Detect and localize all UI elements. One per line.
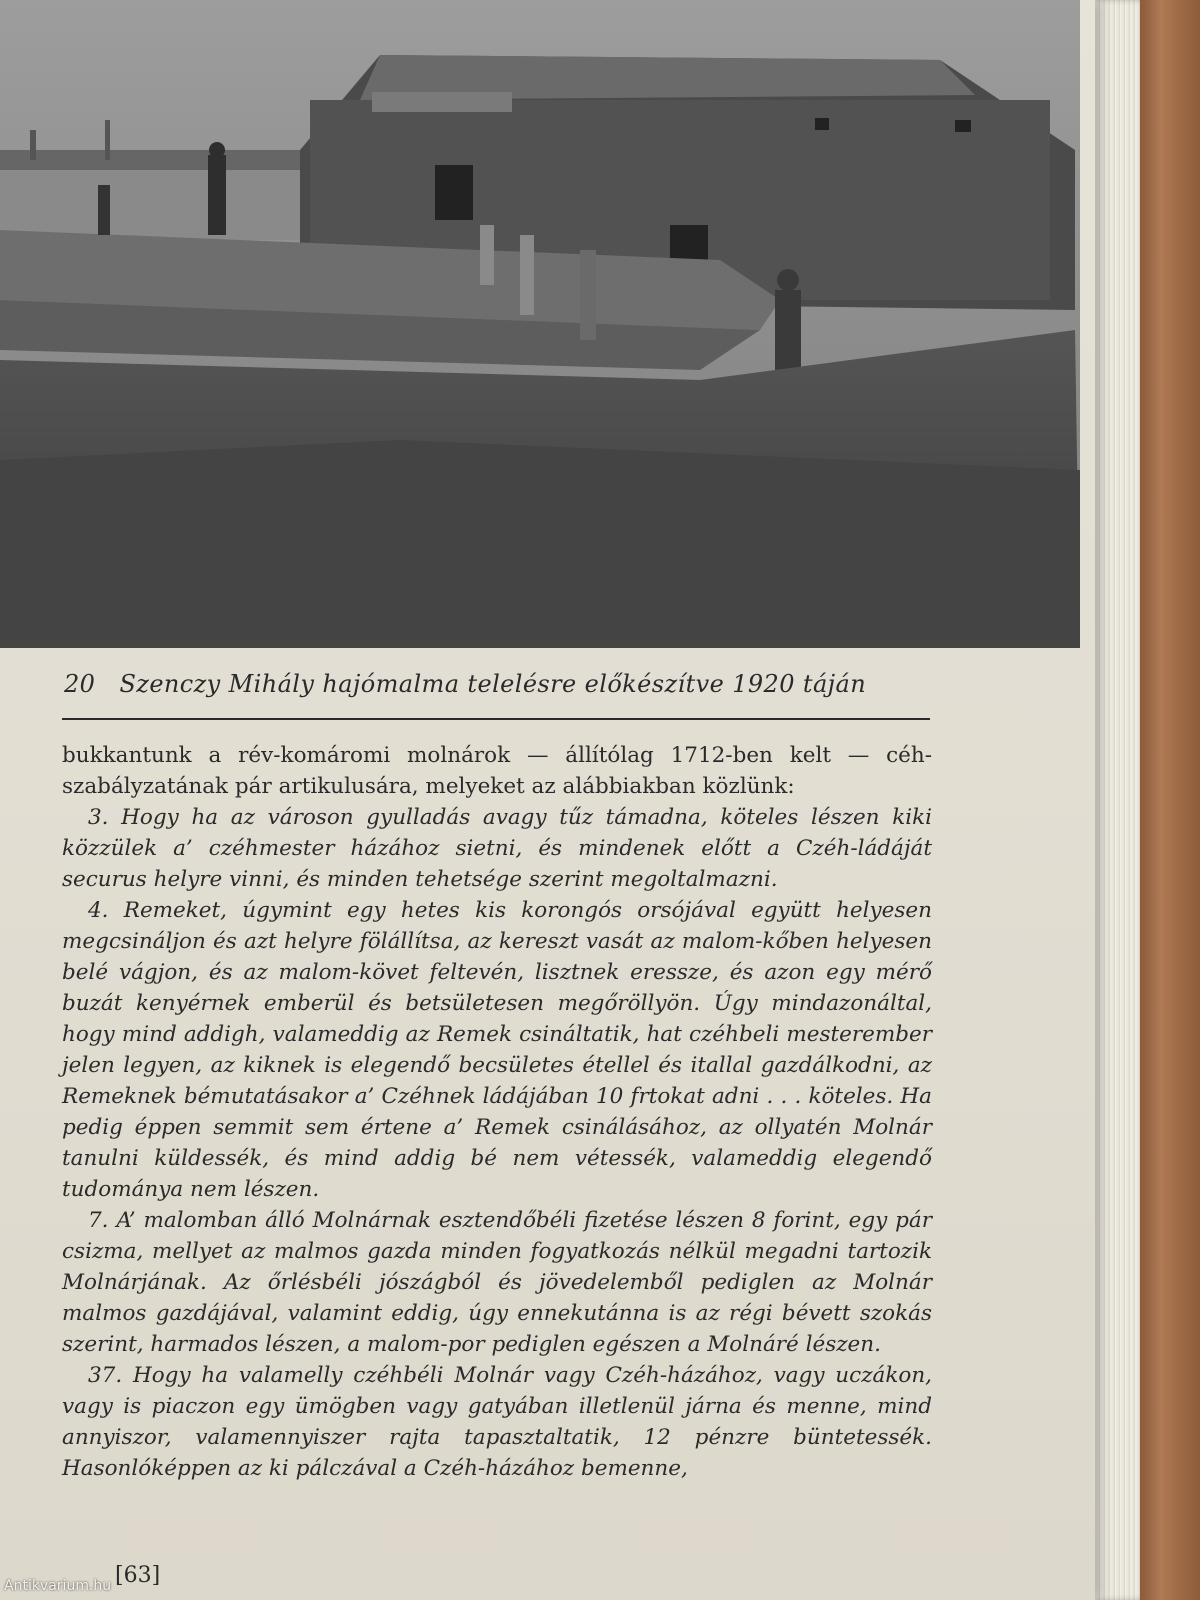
mill-photo-illustration: [0, 0, 1080, 648]
wooden-table-edge: [1140, 0, 1200, 1600]
body-text: [62, 740, 932, 1484]
page-number: [63]: [115, 1563, 161, 1588]
watermark: Antikvarium.hu: [4, 1578, 112, 1594]
article-37: 37. Hogy ha valamelly czéhbéli Molnár vagy Czéh-házához, vagy uczákon, vagy is piaczon egy ümögben vagy gatyában illetlenül járna és menne, mind annyiszor, valamennyiszer rajta tapasztaltatik, 12 pénzre büntetessék. Hasonlóképpen az ki pálczával a Czéh-házához bemenne,: [62, 1363, 932, 1481]
intro-paragraph: bukkantunk a rév-komáromi molnárok — állítólag 1712-ben kelt — céh-szabályzatának pár artikulusára, melyeket az alábbiakban közlünk:: [62, 743, 932, 799]
article-4: 4. Remeket, úgymint egy hetes kis korongós orsójával együtt helyesen megcsináljon és azt helyre fölállítsa, az kereszt vasát az malom-kőben helyesen belé vágjon, és az malom-követ feltevén, lisztnek eressze, és azon egy mérő buzát kenyérnek emberül és betsületesen megőröllyön. Úgy mindazonáltal, hogy mind addigh, valameddig az Remek csináltatik, hat czéhbeli mesterember jelen legyen, az kiknek is elegendő becsületes étellel és itallal gazdálkodni, az Remeknek bémutatásakor a’ Czéhnek ládájában 10 frtokat adni . . . köteles. Ha pedig éppen semmit sem értene a’ Remek csinálásához, az ollyatén Molnár tanulni küldessék, és mind addig bé nem vétessék, valameddig elegendő tudománya nem lészen.: [62, 898, 932, 1202]
article-3: 3. Hogy ha az városon gyulladás avagy tűz támadna, köteles lészen kiki közzülek a’ czéhmester házához sietni, és mindenek előtt a Czéh-ládáját securus helyre vinni, és minden tehetsége szerint megoltalmazni.: [62, 805, 932, 892]
caption-divider: [62, 718, 930, 720]
mill-photograph: [0, 0, 1080, 648]
article-7: 7. A’ malomban álló Molnárnak esztendőbéli fizetése lészen 8 forint, egy pár csizma, mellyet az malmos gazda minden fogyatkozás nélkül megadni tartozik Molnárjának. Az őrlésbéli jószágból és jövedelemből pediglen az Molnár malmos gazdájával, valamint eddig, úgy ennekutánna is az régi bévett szokás szerint, harmados lészen, a malom-por pediglen egészen a Molnáré lészen.: [62, 1208, 932, 1357]
caption-number: 20: [64, 670, 96, 698]
caption-text: Szenczy Mihály hajómalma telelésre előkészítve 1920 táján: [119, 670, 867, 698]
photo-caption: [64, 670, 934, 698]
